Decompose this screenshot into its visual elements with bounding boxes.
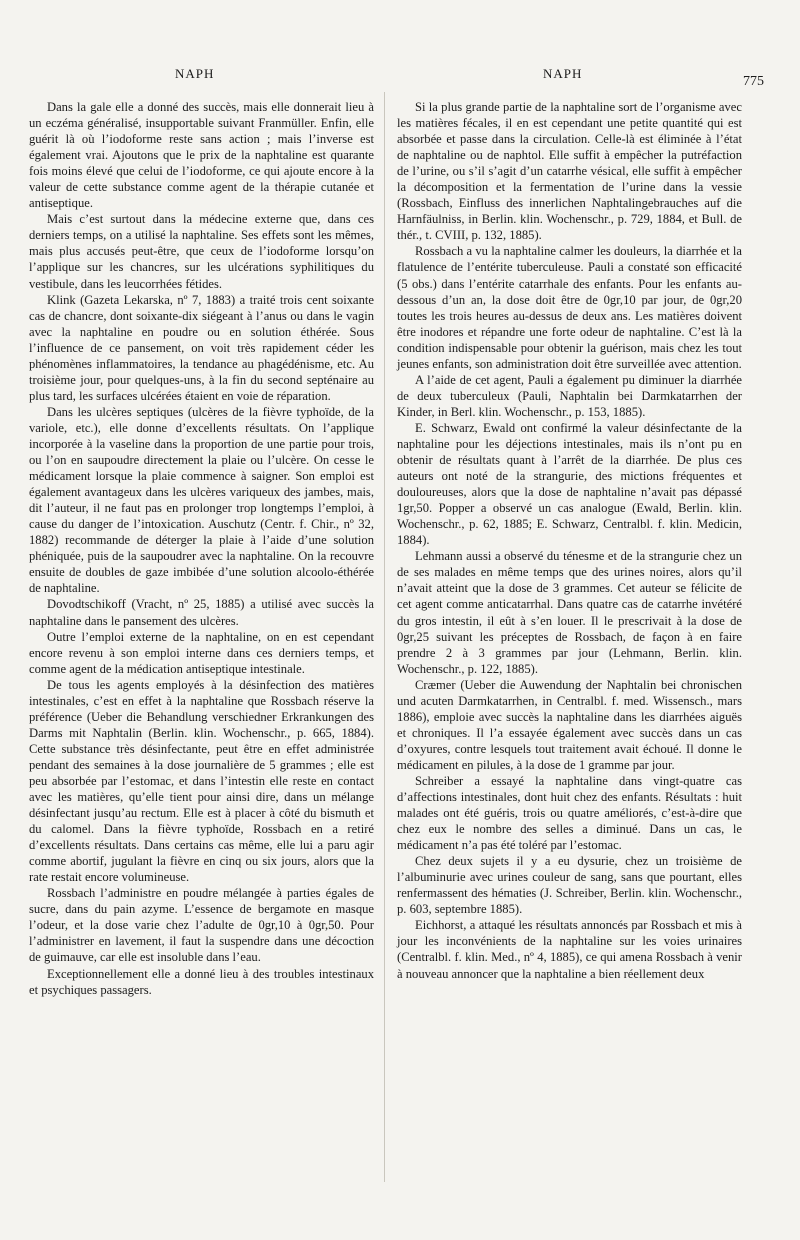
paragraph: Klink (Gazeta Lekarska, nº 7, 1883) a traité trois cent soixante cas de chancre, dont soixante-dix siégeant à l’anus ou dans le vagin avec la naphtaline en poudre ou en solution éthérée. Sous l’influence de ce pansement, on voit très rapidement céder les phénomènes inflammatoires, la tendance au phagédénisme, etc. Au troisième jour, pour quelques-uns, à la fin du second septénaire au plus tard, les surfaces ulcérées étaient en voie de réparation. (29, 292, 374, 403)
paragraph: Outre l’emploi externe de la naphtaline, on en est cependant encore revenu à son emploi interne dans ces derniers temps, et comme agent de la médication antiseptique intestinale. (29, 629, 374, 676)
paragraph: De tous les agents employés à la désinfection des matières intestinales, c’est en effet à la naphtaline que Rossbach réserve la préférence (Ueber die Behandlung verschiedner Erkrankungen des Darms mit Naphtalin (Berlin. klin. Wochenschr., p. 665, 1884). Cette substance très désinfectante, peut être en effet administrée pendant des semaines à la dose journalière de 5 grammes ; elle est peu absorbée par l’estomac, et dans l’intestin elle reste en contact avec les matières, qu’elle tient pour ainsi dire, dans un mélange désinfectant jusqu’au rectum. Elle est à placer à côté du bismuth et du calomel. Dans la fièvre typhoïde, Rossbach en a retiré d’excellents résultats. Dans certains cas même, elle lui a paru agir comme abortif, jugulant la fièvre en cinq ou six jours, alors que la rate restait encore volumineuse. (29, 677, 374, 885)
paragraph: A l’aide de cet agent, Pauli a également pu diminuer la diarrhée de deux tuberculeux (Pauli, Naphtalin bei Darmkatarrhen der Kinder, in Berl. klin. Wochenschr., p. 153, 1885). (397, 372, 742, 419)
right-column (397, 99, 742, 982)
paragraph: Cræmer (Ueber die Auwendung der Naphtalin bei chronischen und acuten Darmkatarrhen, in Centralbl. f. med. Wissensch., mars 1886), emploie avec succès la naphtaline dans les diarrhées aiguës et chroniques. Il l’a essayée également avec succès dans un cas d’oxyures, contre lesquels tout traitement avait échoué. Il donne le médicament en pilules, à la dose de 1 gramme par jour. (397, 677, 742, 772)
paragraph: E. Schwarz, Ewald ont confirmé la valeur désinfectante de la naphtaline pour les déjections intestinales, mais ils n’ont pu en obtenir de résultats quant à l’arrêt de la diarrhée. De plus ces auteurs ont noté de la strangurie, des mictions fréquentes et douloureuses, alors que la dose de naphtaline n’avait pas dépassé 1gr,50. Popper a observé un cas analogue (Ewald, Berlin. klin. Wochenschr., p. 62, 1885; E. Schwarz, Centralbl. f. klin. Medicin, 1884). (397, 420, 742, 548)
paragraph: Dans la gale elle a donné des succès, mais elle donnerait lieu à un eczéma généralisé, insupportable suivant Franmüller. Enfin, elle guérit là où l’iodoforme reste sans action ; mais l’inverse est également vrai. Ajoutons que le prix de la naphtaline est quarante fois moins élevé que celui de l’iodoforme, ce qui ajoute encore à la valeur de cette substance comme agent de la thérapie cutanée et antiseptique. (29, 100, 374, 211)
paragraph: Eichhorst, a attaqué les résultats annoncés par Rossbach et mis à jour les inconvénients de la naphtaline sur les voies urinaires (Centralbl. f. klin. Med., nº 4, 1885), ce qui amena Rossbach à venir à nouveau annoncer que la naphtaline a bien réellement deux (397, 918, 742, 981)
page-number: 775 (743, 74, 764, 89)
paragraph: Dovodtschikoff (Vracht, nº 25, 1885) a utilisé avec succès la naphtaline dans le pansement des ulcères. (29, 597, 374, 628)
paragraph: Rossbach l’administre en poudre mélangée à parties égales de sucre, dans du pain azyme. L’essence de bergamote en masque l’odeur, et la dose varie chez l’adulte de 0gr,10 à 0gr,50. Pour l’administrer en lavement, il faut la suspendre dans une décoction de guimauve, car elle est insoluble dans l’eau. (29, 886, 374, 965)
paragraph: Lehmann aussi a observé du ténesme et de la strangurie chez un de ses malades en même temps que des urines noires, alors qu’il n’avait atteint que la dose de 3 grammes. Cet auteur se félicite de cet agent comme anticatarrhal. Dans quatre cas de catarrhe invétéré du gros intestin, il eût à s’en louer. Il le prescrivait à la dose de 0gr,25 suivant les préceptes de Rossbach, de façon à en faire prendre 2 à 3 grammes par jour (Lehmann, Berlin. klin. Wochenschr., p. 122, 1885). (397, 549, 742, 676)
paragraph: Si la plus grande partie de la naphtaline sort de l’organisme avec les matières fécales, il en est cependant une petite quantité qui est absorbée et passe dans la circulation. Celle-là est éliminée à l’état de naphtaline ou de naphtol. Elle suffit à empêcher la putréfaction de l’urine, ou s’il s’agit d’un catarrhe vésical, elle suffit à empêcher la décomposition et la fermentation de l’urine dans la vessie (Rossbach, Einfluss des innerlichen Naphtalingebrauches auf die Harnfäulniss, in Berlin. klin. Wochenschr., p. 729, 1884, et Bull. de thér., t. CVIII, p. 132, 1885). (397, 100, 742, 243)
paragraph: Exceptionnellement elle a donné lieu à des troubles intestinaux et psychiques passagers. (29, 966, 374, 997)
paragraph: Dans les ulcères septiques (ulcères de la fièvre typhoïde, de la variole, etc.), elle donne d’excellents résultats. On l’applique incorporée à la vaseline dans la proportion de une partie pour trois, ou l’on en saupoudre directement la plaie ou l’ulcère. On cesse le médicament lorsque la plaie commence à saigner. Son emploi est également avantageux dans les ulcères variqueux des jambes, mais, dit l’auteur, il ne faut pas en prolonger trop longtemps l’emploi, à cause du danger de l’intoxication. Auschutz (Centr. f. Chir., nº 32, 1882) recommande de déterger la plaie à l’aide d’une solution phéniquée, puis de la saupoudrer avec la naphtaline. On la recouvre ensuite de doubles de gaze imbibée d’une solution alcoolo-éthérée de naphtaline. (29, 404, 374, 596)
paragraph: Mais c’est surtout dans la médecine externe que, dans ces derniers temps, on a utilisé la naphtaline. Ses effets sont les mêmes, mais plus accusés peut-être, que ceux de l’iodoforme lorsqu’on l’applique sur les chancres, sur les ulcérations syphilitiques du vestibule, dans les leucorrhées fétides. (29, 212, 374, 291)
paragraph: Chez deux sujets il y a eu dysurie, chez un troisième de l’albuminurie avec urines couleur de sang, sans que pourtant, elles renfermassent des hématies (J. Schreiber, Berlin. klin. Wochenschr., p. 603, septembre 1885). (397, 854, 742, 917)
running-head-right: NAPH (543, 66, 583, 81)
left-column (29, 99, 374, 998)
running-head-left: NAPH (175, 66, 215, 81)
paragraph: Rossbach a vu la naphtaline calmer les douleurs, la diarrhée et la flatulence de l’entérite tuberculeuse. Pauli a constaté son efficacité (5 obs.) dans l’entérite catarrhale des enfants. Pour les enfants au-dessous d’un an, la dose doit être de 0gr,10 par jour, de 0gr,20 toutes les trois heures au-dessus de deux ans. Les matières doivent être inodores et répandre une forte odeur de naphtaline. C’est là la condition indispensable pour obtenir la guérison, mais chez les tout jeunes enfants, son administration doit être surveillée avec attention. (397, 244, 742, 371)
column-divider (384, 92, 385, 1182)
paragraph: Schreiber a essayé la naphtaline dans vingt-quatre cas d’affections intestinales, dont huit chez des enfants. Résultats : huit malades ont été guéris, trois ou quatre améliorés, c’est-à-dire que chez eux le nombre des selles a diminué. Dans un cas, le médicament n’a pas été toléré par l’estomac. (397, 773, 742, 853)
